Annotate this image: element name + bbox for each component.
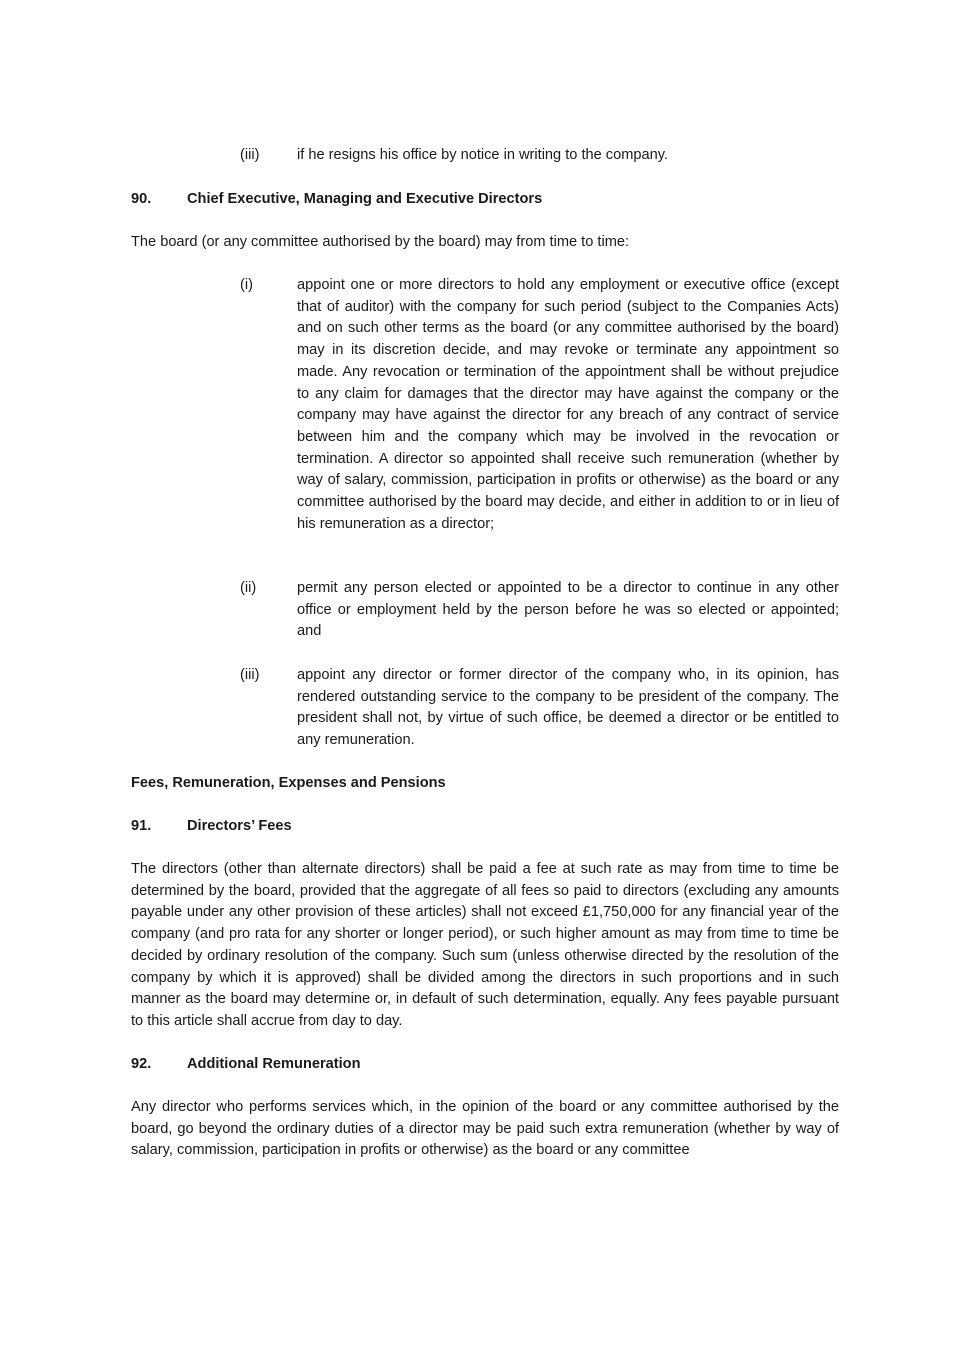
item-text: appoint one or more directors to hold any employment or executive office (except that of auditor) with the company for such period (subject to the Companies Acts) and on such other terms as the board (or any committee authorised by the board) may in its discretion decide, and may revoke or terminate any appointment so made. Any revocation or termination of the appointment shall be without prejudice to any claim for damages that the director may have against the company or the company may have against the director for any breach of any contract of service between him and the company which may be involved in the revocation or termination. A director so appointed shall receive such remuneration (whether by way of salary, commission, participation in profits or otherwise) as the board or any committee authorised by the board may decide, and either in addition to or in lieu of his remuneration as a director;	[297, 277, 839, 532]
paragraph: The board (or any committee authorised by the board) may from time to time:	[131, 234, 630, 250]
section-heading	[131, 1054, 361, 1076]
group-heading: Fees, Remuneration, Expenses and Pensions	[131, 775, 446, 791]
section-number: 92.	[131, 1056, 152, 1072]
section-title: Chief Executive, Managing and Executive Directors	[187, 191, 543, 207]
section-heading	[131, 816, 292, 838]
paragraph: Any director who performs services which, in the opinion of the board or any committee authorised by the board, go beyond the ordinary duties of a director may be paid such extra remuneration (whether by way of salary, commission, participation in profits or otherwise) as the board or any committee	[131, 1099, 839, 1159]
section-number: 90.	[131, 191, 152, 207]
item-label: (ii)	[240, 580, 257, 596]
item-label: (i)	[240, 277, 253, 293]
section-title: Additional Remuneration	[187, 1056, 361, 1072]
section-heading	[131, 189, 542, 211]
section-title: Directors’ Fees	[187, 818, 292, 834]
paragraph: The directors (other than alternate directors) shall be paid a fee at such rate as may from time to time be determined by the board, provided that the aggregate of all fees so paid to directors (excluding any amounts payable under any other provision of these articles) shall not exceed £1,750,000 for any financial year of the company (and pro rata for any shorter or longer period), or such higher amount as may from time to time be decided by ordinary resolution of the company. Such sum (unless otherwise directed by the resolution of the company by which it is approved) shall be divided among the directors in such proportions and in such manner as the board may determine or, in default of such determination, equally. Any fees payable pursuant to this article shall accrue from day to day.	[131, 861, 839, 1029]
item-label: (iii)	[240, 667, 260, 683]
section-number: 91.	[131, 818, 152, 834]
item-label: (iii)	[240, 147, 260, 163]
item-text: appoint any director or former director of the company who, in its opinion, has rendered outstanding service to the company to be president of the company. The president shall not, by virtue of such office, be deemed a director or be entitled to any remuneration.	[297, 667, 839, 749]
item-text: permit any person elected or appointed to be a director to continue in any other office or employment held by the person before he was so elected or appointed; and	[297, 580, 839, 640]
item-text: if he resigns his office by notice in writing to the company.	[297, 147, 668, 163]
